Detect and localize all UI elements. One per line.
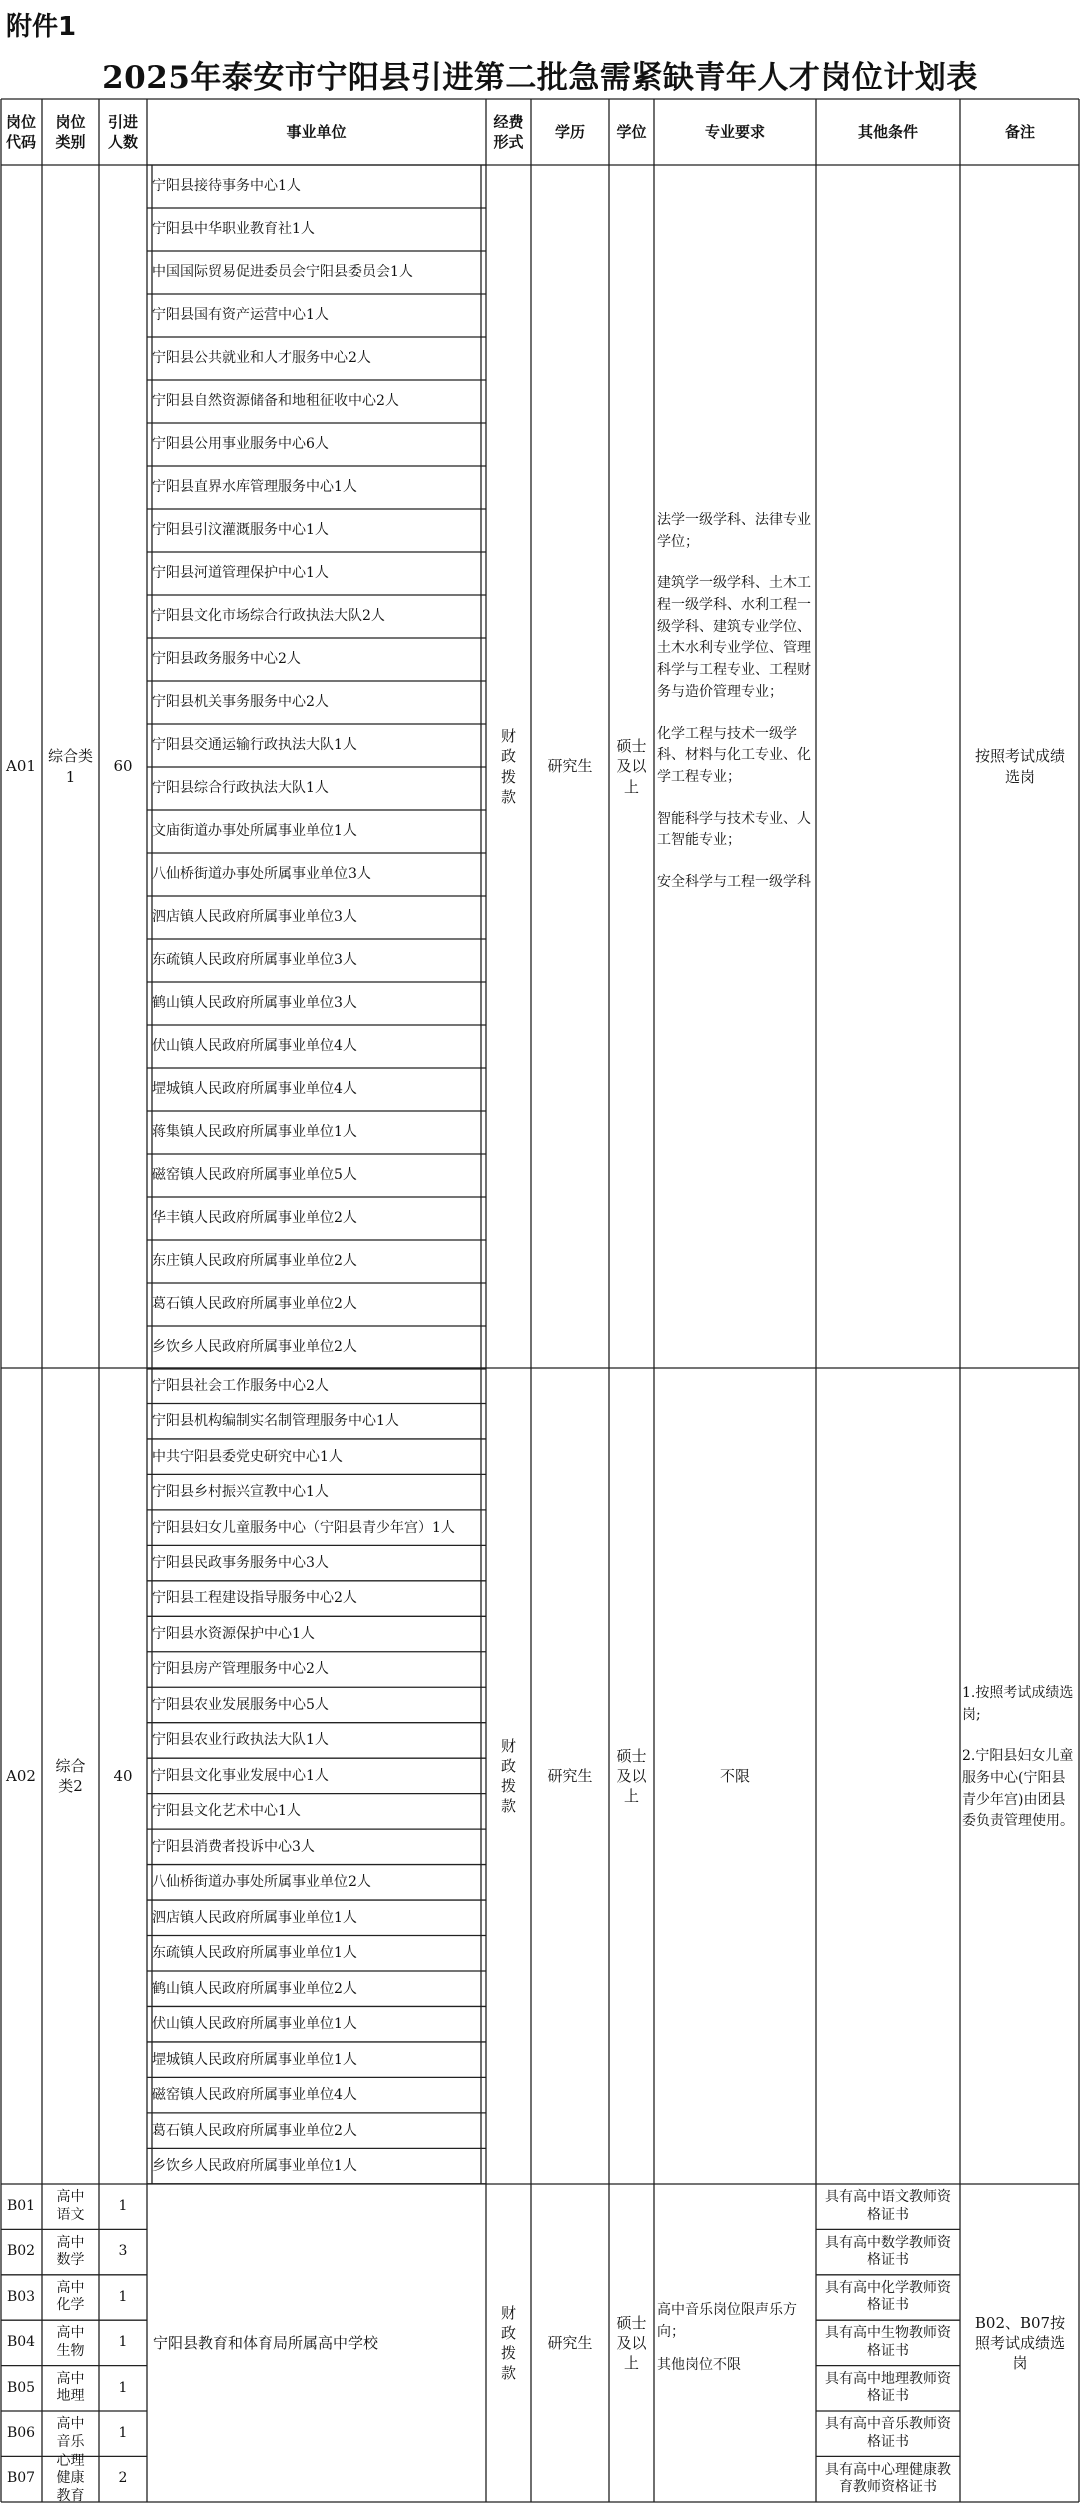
a02-education: 研究生	[547, 1766, 593, 1785]
a01-major-item: 化学工程与技术一级学科、材料与化工专业、化学工程专业；	[657, 725, 811, 785]
unit-row: 宁阳县工程建设指导服务中心2人	[152, 1590, 357, 1607]
b-unit: 宁阳县教育和体育局所属高中学校	[153, 2333, 379, 2352]
a01-remark: 按照考试成绩选岗	[974, 747, 1065, 786]
b-row-other: 具有高中语文教师资格证书	[825, 2189, 951, 2223]
unit-row: 蒋集镇人民政府所属事业单位1人	[152, 1124, 357, 1141]
unit-row: 宁阳县国有资产运营中心1人	[152, 307, 329, 324]
unit-row: 宁阳县消费者投诉中心3人	[152, 1838, 315, 1855]
header-category: 岗位类别	[55, 112, 86, 151]
b-row-code: B04	[6, 2334, 36, 2351]
b-row-count: 1	[118, 2288, 128, 2305]
header-degree: 学位	[616, 122, 647, 141]
a02-remark-list	[962, 1683, 1078, 1853]
b-major-item: 其他岗位不限	[657, 2357, 741, 2374]
a01-count: 60	[113, 757, 133, 776]
unit-row: 宁阳县公共就业和人才服务中心2人	[152, 350, 371, 367]
unit-row: 伏山镇人民政府所属事业单位4人	[152, 1038, 357, 1055]
b-row-code: B06	[6, 2424, 36, 2441]
unit-row: 宁阳县引汶灌溉服务中心1人	[152, 522, 329, 539]
b-row-code: B01	[6, 2197, 36, 2214]
a01-education: 研究生	[547, 757, 593, 776]
unit-row: 宁阳县社会工作服务中心2人	[152, 1377, 329, 1394]
unit-row: 华丰镇人民政府所属事业单位2人	[152, 1210, 357, 1227]
unit-row: 伏山镇人民政府所属事业单位1人	[152, 2016, 357, 2033]
b-funding: 财政拨款	[500, 2303, 516, 2383]
b-row-category: 高中语文	[56, 2189, 85, 2223]
unit-row: 八仙桥街道办事处所属事业单位2人	[152, 1874, 371, 1891]
a01-category: 综合类1	[47, 747, 93, 786]
a02-code: A02	[6, 1766, 36, 1785]
unit-row: 宁阳县河道管理保护中心1人	[152, 565, 329, 582]
b-major-list	[657, 2300, 813, 2397]
b-major-item: 高中音乐岗位限声乐方向；	[657, 2302, 797, 2340]
unit-row: 宁阳县直界水库管理服务中心1人	[152, 479, 357, 496]
b-row-category: 心理健康教育	[56, 2452, 85, 2504]
unit-row: 宁阳县农业发展服务中心5人	[152, 1696, 329, 1713]
a01-code: A01	[6, 757, 36, 776]
unit-row: 堽城镇人民政府所属事业单位4人	[152, 1081, 357, 1098]
unit-row: 宁阳县房产管理服务中心2人	[152, 1661, 329, 1678]
unit-row: 鹤山镇人民政府所属事业单位2人	[152, 1980, 357, 1997]
b-row-count: 3	[118, 2243, 128, 2260]
b-row-other: 具有高中化学教师资格证书	[825, 2279, 951, 2314]
unit-row: 葛石镇人民政府所属事业单位2人	[152, 2122, 357, 2139]
unit-row: 文庙街道办事处所属事业单位1人	[152, 823, 357, 840]
b-row-code: B05	[6, 2379, 36, 2396]
unit-row: 宁阳县文化事业发展中心1人	[152, 1767, 329, 1784]
unit-row: 泗店镇人民政府所属事业单位3人	[152, 909, 357, 926]
a01-major-item: 智能科学与技术专业、人工智能专业；	[657, 810, 811, 849]
unit-row: 八仙桥街道办事处所属事业单位3人	[152, 866, 371, 883]
header-other: 其他条件	[857, 122, 918, 141]
b-row-category: 高中音乐	[56, 2416, 85, 2450]
b-row-code: B03	[6, 2288, 36, 2305]
a02-major: 不限	[719, 1766, 750, 1785]
page-title: 2025年泰安市宁阳县引进第二批急需紧缺青年人才岗位计划表	[102, 60, 978, 96]
b-row-count: 1	[118, 2424, 128, 2441]
unit-row: 磁窑镇人民政府所属事业单位5人	[152, 1167, 357, 1184]
unit-row: 宁阳县乡村振兴宣教中心1人	[152, 1484, 329, 1501]
unit-row: 乡饮乡人民政府所属事业单位1人	[152, 2157, 357, 2174]
b-row-category: 高中化学	[56, 2279, 85, 2314]
a02-remark-item: 2.宁阳县妇女儿童服务中心(宁阳县青少年宫)由团县委负责管理使用。	[962, 1748, 1074, 1830]
a01-degree: 硕士及以上	[616, 737, 647, 796]
a02-degree: 硕士及以上	[616, 1746, 647, 1806]
a01-major-item: 法学一级学科、法律专业学位；	[657, 512, 811, 550]
b-row-count: 1	[118, 2197, 128, 2214]
attachment-label: 附件1	[6, 12, 77, 42]
unit-row: 宁阳县妇女儿童服务中心（宁阳县青少年宫）1人	[152, 1519, 455, 1536]
a01-funding: 财政拨款	[500, 727, 516, 806]
b-row-other: 具有高中地理教师资格证书	[825, 2370, 951, 2405]
a02-remark-item: 1.按照考试成绩选岗;	[962, 1685, 1074, 1723]
a01-major-item: 建筑学一级学科、土木工程一级学科、水利工程一级学科、建筑专业学位、土木水利专业学位、管理科学与工程专业、工程财务与造价管理专业；	[657, 575, 811, 700]
unit-row: 宁阳县水资源保护中心1人	[152, 1625, 315, 1642]
b-row-other: 具有高中心理健康教育教师资格证书	[825, 2461, 951, 2496]
unit-row: 东庄镇人民政府所属事业单位2人	[152, 1253, 357, 1270]
unit-row: 宁阳县自然资源储备和地租征收中心2人	[152, 393, 399, 410]
b-row-count: 1	[118, 2379, 128, 2396]
unit-row: 宁阳县政务服务中心2人	[152, 651, 301, 668]
unit-row: 中共宁阳县委党史研究中心1人	[152, 1448, 343, 1465]
unit-row: 宁阳县接待事务中心1人	[152, 178, 301, 195]
b-row-code: B02	[6, 2243, 36, 2260]
unit-row: 泗店镇人民政府所属事业单位1人	[152, 1909, 357, 1926]
unit-row: 宁阳县民政事务服务中心3人	[152, 1554, 329, 1571]
b-row-category: 高中地理	[56, 2370, 85, 2405]
b-degree: 硕士及以上	[616, 2313, 647, 2373]
b-row-category: 高中数学	[56, 2234, 85, 2269]
b-row-code: B07	[6, 2470, 36, 2487]
b-row-other: 具有高中音乐教师资格证书	[825, 2416, 951, 2450]
header-count: 引进人数	[107, 112, 138, 151]
unit-row: 宁阳县中华职业教育社1人	[152, 221, 315, 238]
header-unit: 事业单位	[286, 122, 347, 141]
b-education: 研究生	[547, 2333, 593, 2352]
unit-row: 堽城镇人民政府所属事业单位1人	[152, 2051, 357, 2068]
a02-funding: 财政拨款	[500, 1736, 516, 1816]
unit-row: 宁阳县文化市场综合行政执法大队2人	[152, 608, 385, 625]
a01-major-list	[657, 510, 813, 914]
unit-row: 东疏镇人民政府所属事业单位1人	[152, 1945, 357, 1962]
b-row-category: 高中生物	[56, 2325, 85, 2359]
unit-row: 乡饮乡人民政府所属事业单位2人	[152, 1339, 357, 1356]
unit-row: 宁阳县农业行政执法大队1人	[152, 1732, 329, 1749]
unit-row: 宁阳县机构编制实名制管理服务中心1人	[152, 1413, 399, 1430]
a02-category: 综合类2	[55, 1756, 86, 1795]
unit-row: 宁阳县综合行政执法大队1人	[152, 780, 329, 797]
unit-row: 宁阳县机关事务服务中心2人	[152, 694, 329, 711]
unit-row: 宁阳县交通运输行政执法大队1人	[152, 737, 357, 754]
header-major: 专业要求	[704, 122, 765, 141]
unit-row: 宁阳县文化艺术中心1人	[152, 1803, 301, 1820]
unit-row: 宁阳县公用事业服务中心6人	[152, 436, 329, 453]
header-funding: 经费形式	[493, 112, 524, 151]
header-remark: 备注	[1004, 122, 1035, 141]
unit-row: 葛石镇人民政府所属事业单位2人	[152, 1296, 357, 1313]
b-remark: B02、B07按照考试成绩选岗	[974, 2313, 1066, 2373]
b-row-count: 1	[118, 2334, 128, 2351]
header-code: 岗位代码	[6, 112, 37, 151]
header-education: 学历	[554, 122, 585, 141]
unit-row: 磁窑镇人民政府所属事业单位4人	[152, 2087, 357, 2104]
a01-major-item: 安全科学与工程一级学科	[657, 873, 811, 890]
unit-row: 东疏镇人民政府所属事业单位3人	[152, 952, 357, 969]
b-row-count: 2	[118, 2470, 128, 2487]
b-row-other: 具有高中生物教师资格证书	[825, 2325, 951, 2359]
a02-count: 40	[113, 1766, 133, 1785]
unit-row: 中国国际贸易促进委员会宁阳县委员会1人	[152, 264, 413, 281]
b-row-other: 具有高中数学教师资格证书	[825, 2234, 951, 2269]
unit-row: 鹤山镇人民政府所属事业单位3人	[152, 995, 357, 1012]
